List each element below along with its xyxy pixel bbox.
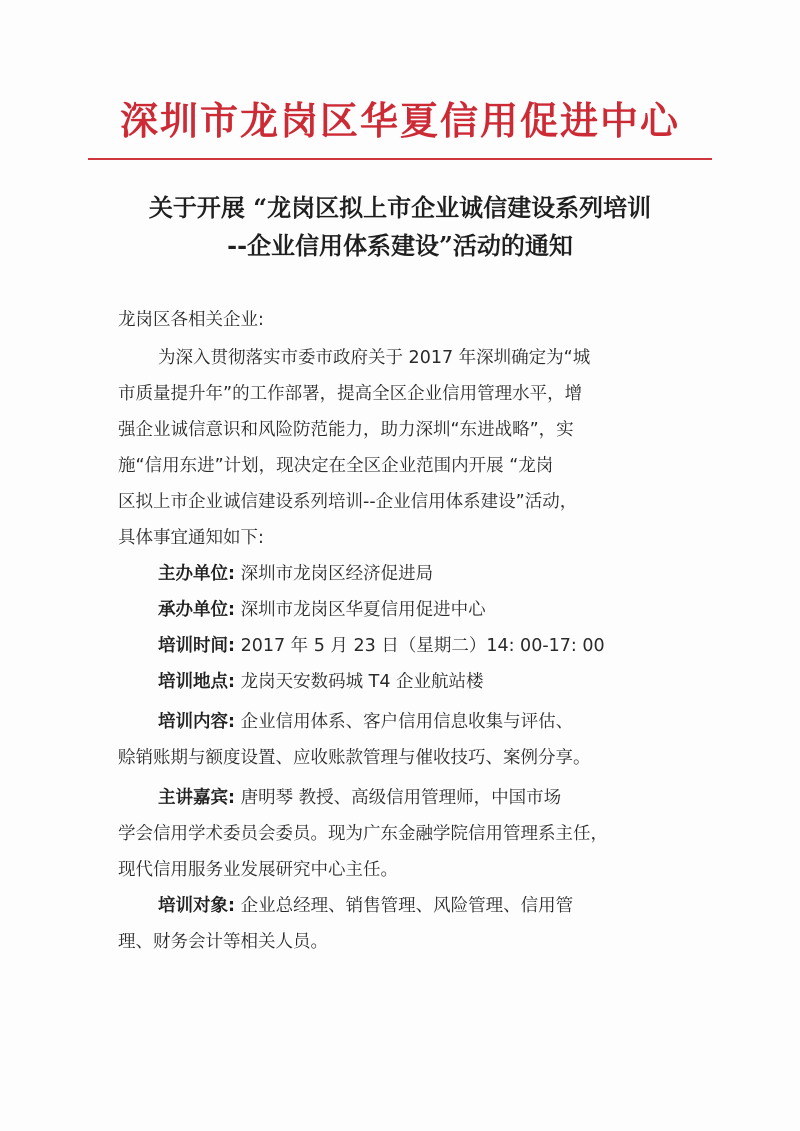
letterhead-divider — [88, 158, 712, 160]
content-value-line-1: 企业信用体系、客户信用信息收集与评估、 — [240, 712, 574, 732]
host-value: 深圳市龙岗区经济促进局 — [240, 564, 434, 584]
speaker-row — [158, 780, 702, 816]
content-value-line-2: 赊销账期与额度设置、应收账款管理与催收技巧、案例分享。 — [118, 748, 591, 768]
organizer-label: 承办单位: — [158, 600, 235, 620]
speaker-value-line-3: 现代信用服务业发展研究中心主任。 — [118, 860, 398, 880]
organizer-row — [158, 592, 702, 628]
speaker-value-line-2: 学会信用学术委员会委员。现为广东金融学院信用管理系主任， — [118, 824, 608, 844]
audience-label: 培训对象: — [158, 896, 235, 916]
time-label: 培训时间: — [158, 636, 235, 656]
intro-line-5: 区拟上市企业诚信建设系列培训--企业信用体系建设”活动， — [118, 492, 578, 512]
audience-value-line-1: 企业总经理、销售管理、风险管理、信用管 — [240, 896, 574, 916]
audience-row — [158, 888, 702, 924]
salutation: 龙岗区各相关企业: — [118, 310, 264, 330]
content-row — [158, 704, 702, 740]
org-letterhead: 深圳市龙岗区华夏信用促进中心 — [119, 98, 680, 143]
notice-title-line-2: --企业信用体系建设”活动的通知 — [227, 231, 573, 260]
content-label: 培训内容: — [158, 712, 235, 732]
location-row — [158, 664, 702, 700]
intro-line-4: 施“信用东进”计划，现决定在全区企业范围内开展 “龙岗 — [118, 456, 554, 476]
host-label: 主办单位: — [158, 564, 235, 584]
organizer-value: 深圳市龙岗区华夏信用促进中心 — [240, 600, 486, 620]
intro-line-2: 市质量提升年”的工作部署，提高全区企业信用管理水平，增 — [118, 384, 583, 404]
audience-value-line-2: 理、财务会计等相关人员。 — [118, 932, 328, 952]
intro-line-6: 具体事宜通知如下: — [118, 528, 264, 548]
speaker-label: 主讲嘉宾: — [158, 788, 235, 808]
host-row — [158, 556, 702, 592]
speaker-value-line-1: 唐明琴 教授、高级信用管理师，中国市场 — [240, 788, 562, 808]
time-value: 2017 年 5 月 23 日（星期二）14: 00-17: 00 — [240, 636, 605, 656]
time-row — [158, 628, 702, 664]
location-value: 龙岗天安数码城 T4 企业航站楼 — [240, 672, 484, 692]
location-label: 培训地点: — [158, 672, 235, 692]
intro-line-1: 为深入贯彻落实市委市政府关于 2017 年深圳确定为“城 — [158, 348, 591, 368]
intro-line-3: 强企业诚信意识和风险防范能力，助力深圳“东进战略”，实 — [118, 420, 574, 440]
notice-title-line-1: 关于开展 “龙岗区拟上市企业诚信建设系列培训 — [148, 193, 652, 222]
